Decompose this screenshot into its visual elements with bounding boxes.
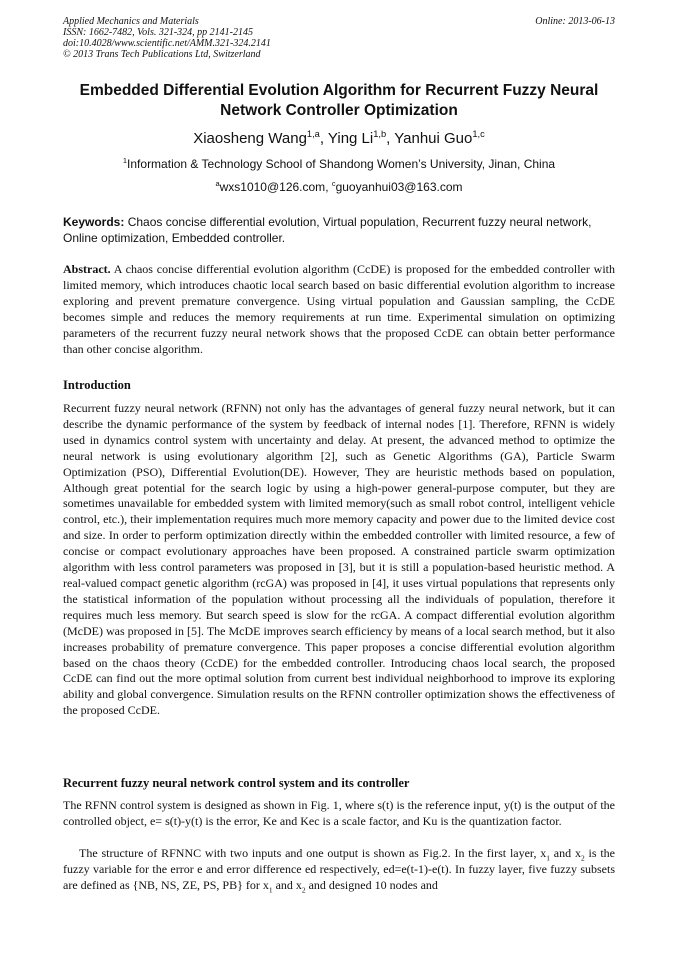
email-superscript: c [331, 179, 336, 188]
abstract-text: A chaos concise differential evolution algorithm (CcDE) is proposed for the embedded controller with limited memory, which introduces chaotic local search based on basic differential evolution algorithm to increase exploring and prevent premature convergence. Using virtual population and Gaussian sampling, the CcDE becomes simple and reduces the memory requirements at run time. Experimental simulation on optimizing parameters of the recurrent fuzzy neural network shows that the proposed CcDE can obtain better performance than other concise algorithm. [63, 262, 615, 356]
author-list: Xiaosheng Wang$^{1,a}$, Ying Li$^{1,b}$, Yanhui Guo$^{1,c}$ [193, 129, 485, 147]
journal-header [63, 16, 615, 60]
abstract-label: Abstract. [63, 262, 111, 276]
author-name: Ying Li [327, 130, 374, 147]
author-superscript: 1,a [306, 129, 320, 139]
introduction-paragraph: Recurrent fuzzy neural network (RFNN) not only has the advantages of general fuzzy neural network, but it can describe the dynamic performance of the system by feedback of internal nodes [1]. Therefore, RFNN is widely used in dynamics control system with uncertainty and delay. At present, the advanced method to optimize the neural network is using evolutionary algorithm [2], such as Genetic Algorithms (GA), Particle Swarm Optimization (PSO), Differential Evolution(DE). However, They are heuristic methods based on population, Although great potential for the search logic by using a high-power general-purpose computer, but they are sometimes unavailable for embedded system with limited memory(such as small robot control, intelligent vehicle control, etc.), their implementation requires much more memory capacity and power due to the limited device cost and size. In order to perform optimization directly within the embedded controller with limited resource, a few of concise or compact evolutionary approaches have been proposed. A constrained particle swarm optimization algorithm with less control parameters was proposed in [3], but it is still a population-based heuristic method. A real-valued compact genetic algorithm (rcGA) was proposed in [4], it uses virtual populations that represents only the statistical information of the population without processing all the individuals of population, therefore it requires much less memory. But search speed is slow for the rcGA. A compact differential evolution algorithm (McDE) was proposed in [5]. The McDE improves search efficiency by means of a local search method, but it also increases probability of premature convergence. This paper proposes a concise differential evolution algorithm based on the chaos theory (CcDE) for the embedded controller. Introducing chaos local search, the proposed CcDE can find out the more optimal solution from current best individual neighborhood to improve its exploring ability and global convergence. Simulation results on the RFNN controller optimization shows the effectiveness of the proposed CcDE. [63, 401, 615, 718]
section-heading-rfnn: Recurrent fuzzy neural network control system and its controller [63, 776, 410, 790]
email-superscript: a [215, 179, 220, 188]
keywords [63, 214, 615, 246]
email-link[interactable]: wxs1010@126.com [219, 180, 326, 194]
abstract [63, 261, 615, 357]
author-name: Yanhui Guo [394, 130, 473, 147]
subscript: 1 [546, 853, 550, 863]
text-run: The structure of RFNNC with two inputs and one output is shown as Fig.2. In the first layer, x [79, 846, 547, 860]
affiliation [63, 157, 615, 171]
author-superscript: 1,c [472, 129, 485, 139]
issn-line: ISSN: 1662-7482, Vols. 321-324, pp 2141-2145 [63, 27, 253, 38]
subscript: 2 [301, 885, 306, 895]
keywords-label: Keywords: [63, 215, 125, 229]
subscript: 2 [580, 853, 585, 863]
text-run: is the fuzzy variable for the error e and error difference ed respectively, ed=e(t-1)-e(t). In fuzzy layer, five fuzzy subsets are defined as {NB, NS, ZE, PS, PB} for x [63, 846, 615, 892]
author-superscript: 1,b [373, 129, 387, 139]
text-run: and x [549, 846, 581, 860]
email-link[interactable]: guoyanhui03@163.com [335, 180, 463, 194]
email-separator: , [325, 180, 332, 194]
author-name: Xiaosheng Wang [193, 130, 307, 147]
email-list [63, 180, 615, 194]
keywords-text: Chaos concise differential evolution, Virtual population, Recurrent fuzzy neural network, Online optimization, Embedded controller. [63, 215, 592, 245]
online-date: Online: 2013-06-13 [535, 16, 615, 27]
rfnn-paragraph-2 [63, 846, 615, 894]
section-heading-introduction: Introduction [63, 378, 131, 392]
journal-name: Applied Mechanics and Materials [63, 16, 199, 27]
text-run: and designed 10 nodes and [305, 877, 438, 892]
copyright-line: © 2013 Trans Tech Publications Ltd, Switzerland [63, 49, 261, 60]
doi-line: doi:10.4028/www.scientific.net/AMM.321-324.2141 [63, 38, 271, 49]
text-run: and x [272, 877, 302, 892]
paper-title: Embedded Differential Evolution Algorithm for Recurrent Fuzzy Neural Network Controller Optimization [79, 82, 599, 119]
rfnn-paragraph-1: The RFNN control system is designed as shown in Fig. 1, where s(t) is the reference input, y(t) is the output of the controlled object, e= s(t)-y(t) is the error, Ke and Kec is a scale factor, and Ku is the quantization factor. [63, 798, 615, 828]
affiliation-superscript: 1 [122, 156, 128, 165]
affiliation-text: Information & Technology School of Shandong Women’s University, Jinan, China [127, 157, 556, 171]
subscript: 1 [268, 885, 273, 895]
